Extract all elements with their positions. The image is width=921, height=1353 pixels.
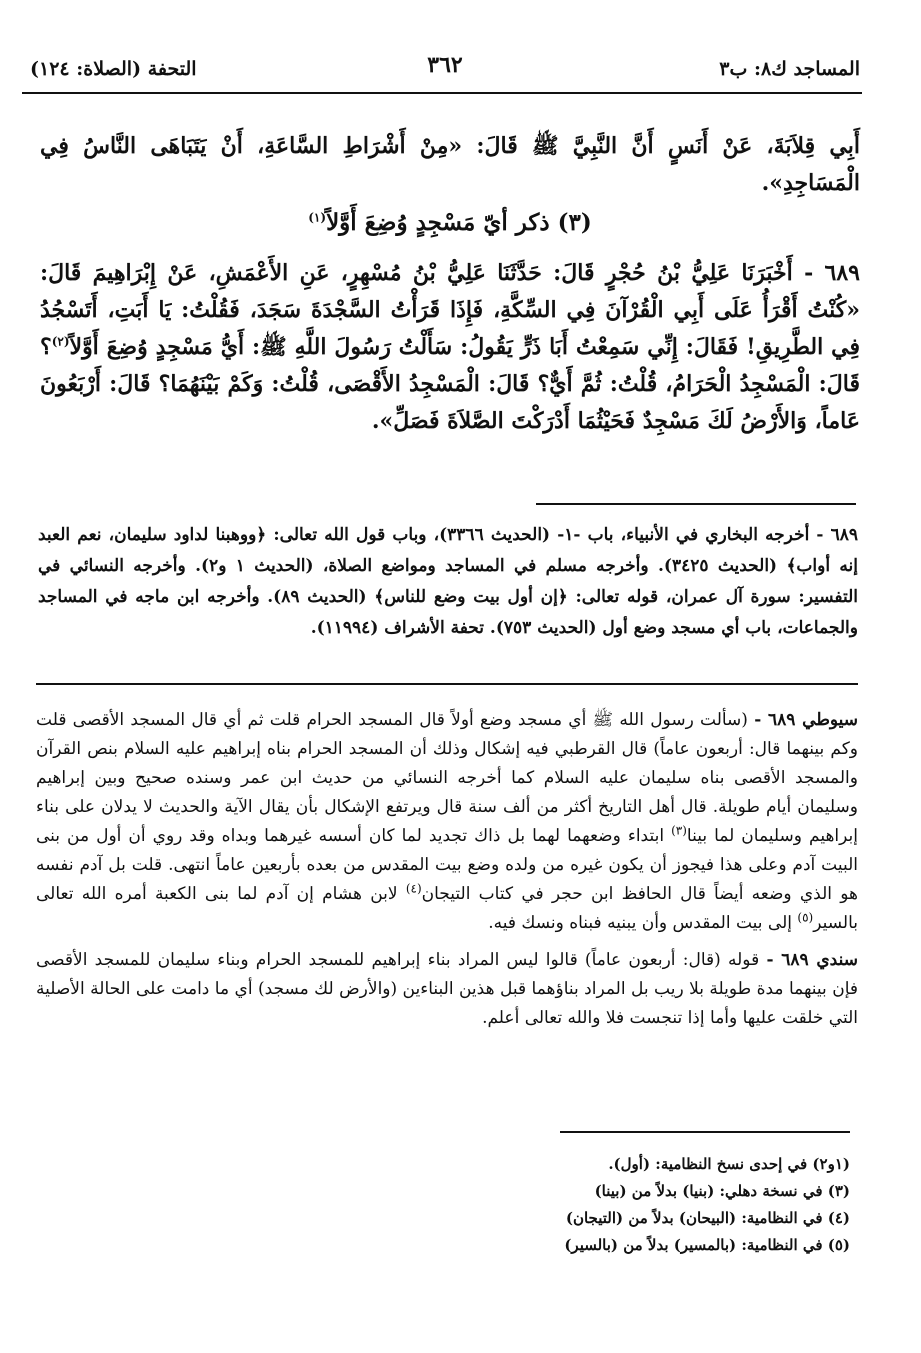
previous-hadith-ending: أَبِي قِلاَبَةَ، عَنْ أَنَسٍ أَنَّ النَّبِيَّ ﷺ قَالَ: «مِنْ أَشْرَاطِ السَّاعَةِ، أَنْ يَتَبَاهَى النَّاسُ فِي الْمَسَاجِدِ». <box>40 133 860 196</box>
footnotes <box>380 1151 850 1259</box>
suyuti-commentary <box>36 706 858 938</box>
sindi-text: قوله (قال: أربعون عاماً) قالوا ليس المراد بناء إبراهيم للمسجد الحرام وبناء سليمان للمسجد الأقصى فإن بينهما مدة طويلة بلا ريب بل المراد بناؤهما قبل هذين البناءين (والأرض لك مسجد) أي ما دامت على الحالة الأصلية التي خلقت عليها وأما إذا تنجست فلا والله تعالى أعلم. <box>36 950 858 1028</box>
sindi-label: سندي ٦٨٩ - <box>766 950 858 970</box>
footnote-marker: (٤) <box>405 881 422 896</box>
footnote: (٣) في نسخة دهلي: (بنيا) بدلاً من (بينا) <box>594 1182 850 1200</box>
suyuti-label: سيوطي ٦٨٩ - <box>754 710 859 730</box>
footnote-rule <box>560 1131 850 1133</box>
commentary-section <box>36 706 858 1041</box>
hadith-689 <box>40 255 860 440</box>
page-number: ٣٦٢ <box>427 52 463 78</box>
sindi-commentary <box>36 946 858 1033</box>
header-rule <box>22 92 862 94</box>
footnote: (٤) في النظامية: (البيحان) بدلاً من (التيجان) <box>565 1209 850 1227</box>
page-header <box>30 50 860 90</box>
chapter-heading <box>40 204 860 241</box>
section-rule <box>536 503 856 505</box>
takhrij-note: ٦٨٩ - أخرجه البخاري في الأنبياء، باب -١- (الحديث ٣٣٦٦)، وباب قول الله تعالى: ﴿ووهبنا لداود سليمان، نعم العبد إنه أواب﴾ (الحديث ٣٤٢٥). وأخرجه مسلم في المساجد ومواضع الصلاة، (الحديث ١ و٢). وأخرجه النسائي في التفسير: سورة آل عمران، قوله تعالى: ﴿إن أول بيت وضع للناس﴾ (الحديث ٨٩). وأخرجه ابن ماجه في المساجد والجماعات، باب أي مسجد وضع أول (الحديث ٧٥٣). تحفة الأشراف (١١٩٩٤). <box>38 525 859 638</box>
hadith-text-part2: ؟ قَالَ: الْمَسْجِدُ الْحَرَامُ، قُلْتُ: ثُمَّ أَيٌّ؟ قَالَ: الْمَسْجِدُ الأَقْصَى، قُلْتُ: وَكَمْ بَيْنَهُمَا؟ قَالَ: أَرْبَعُونَ عَاماً، وَالأَرْضُ لَكَ مَسْجِدٌ فَحَيْثُمَا أَدْرَكْتَ الصَّلاَةَ فَصَلِّ». <box>40 334 860 434</box>
suyuti-text-part2: ابتداء وضعهما لهما بل ذاك تجديد لما كان أسسه غيرهما وبداه وقد روي أن أول من بنى البيت آدم وعلى هذا فيجوز أن يكون غيره من ولده وضع بيت المقدس من بعده بأربعين عاماً انتهى. قلت بل آدم نفسه هو الذي وضعه أيضاً قال الحافظ ابن حجر في كتاب التيجان <box>36 826 858 904</box>
footnote: (٥) في النظامية: (بالمسير) بدلاً من (بالسير) <box>564 1236 850 1254</box>
suyuti-text-part1: (سألت رسول الله ﷺ أي مسجد وضع أولاً قال المسجد الحرام قلت ثم أي قال المسجد الأقصى قلت وكم بينهما قال: أربعون عاماً) قال القرطبي فيه إشكال وذلك أن المسجد الحرام بناه إبراهيم عليه السلام بنص القرآن والمسجد الأقصى بناه سليمان عليه السلام كما أخرجه النسائي من حديث ابن عمر وسنده صحيح وبين إبراهيم وسليمان أيام طويلة. قال أهل التاريخ أكثر من ألف سنة قال ويرتفع الإشكال بأن يقال الآية والحديث لا يدلان على بناء إبراهيم وسليمان لما بينا <box>36 710 858 846</box>
hadith-text-part1: ٦٨٩ - أَخْبَرَنَا عَلِيُّ بْنُ حُجْرٍ قَالَ: حَدَّثَنَا عَلِيُّ بْنُ مُسْهِرٍ، عَنِ الأَعْمَشِ، عَنْ إِبْرَاهِيمَ قَالَ: «كُنْتُ أَقْرَأُ عَلَى أَبِي الْقُرْآنَ فِي السِّكَّةِ، فَإِذَا قَرَأْتُ السَّجْدَةَ سَجَدَ، فَقُلْتُ: يَا أَبَتِ، أَتَسْجُدُ فِي الطَّرِيقِ! فَقَالَ: إِنِّي سَمِعْتُ أَبَا ذَرٍّ يَقُولُ: سَأَلْتُ رَسُولَ اللَّهِ ﷺ: أَيُّ مَسْجِدٍ وُضِعَ أَوَّلاً <box>40 260 860 360</box>
suyuti-text-part3: لابن هشام إن آدم لما بنى الكعبة أمره الله تعالى بالسير <box>36 884 858 933</box>
footnote-marker: (٣) <box>671 823 687 838</box>
footnote-marker: (٥) <box>797 910 814 925</box>
footnote: (١و٢) في إحدى نسخ النظامية: (أول). <box>608 1155 850 1173</box>
footnote-marker: (٢) <box>51 334 70 349</box>
section-rule <box>36 683 858 685</box>
hadith-text <box>40 128 860 440</box>
chapter-reference: المساجد ك٨: ب٣ <box>719 58 860 80</box>
chapter-title: (٣) ذكر أيّ مَسْجِدٍ وُضِعَ أَوَّلاً <box>326 209 592 236</box>
tuhfa-reference: التحفة (الصلاة: ١٢٤) <box>30 58 197 80</box>
suyuti-text-part4: إلى بيت المقدس وأن يبنيه فبناه ونسك فيه. <box>488 913 798 933</box>
footnote-marker: (١) <box>308 210 327 225</box>
